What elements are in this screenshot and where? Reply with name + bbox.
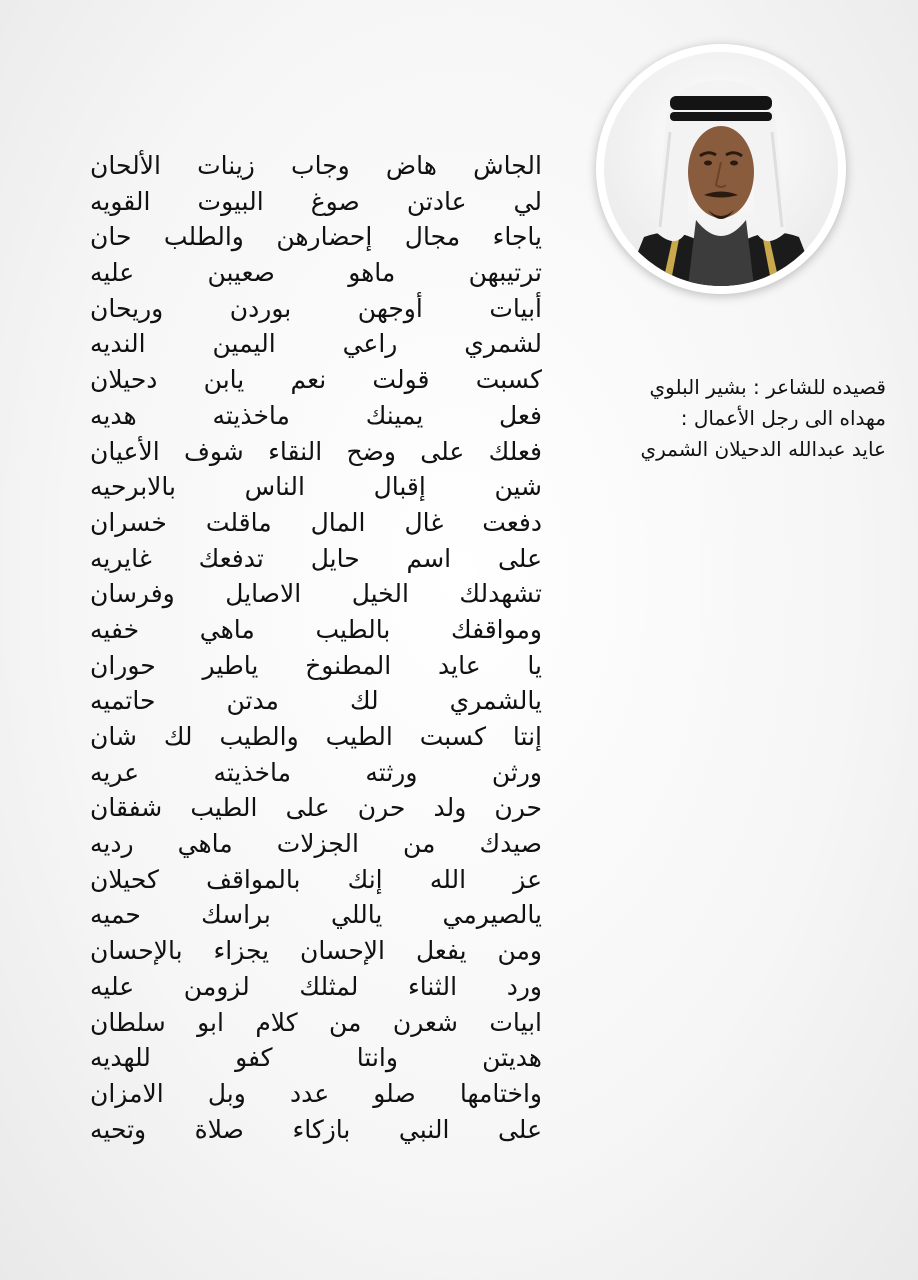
poem-line: تشهدلك الخيل الاصايل وفرسان — [90, 579, 542, 609]
poem-line: حرن ولد حرن على الطيب شفقان — [90, 793, 542, 823]
poem-line: يا عايد المطنوخ ياطير حوران — [90, 650, 542, 680]
poem-line: ياجاء مجال إحضارهن والطلب حان — [90, 222, 542, 252]
poem-line: ومن يفعل الإحسان يجزاء بالإحسان — [90, 936, 542, 966]
poem-line: على النبي بازكاء صلاة وتحيه — [90, 1114, 542, 1144]
dedication-poet-line: قصيده للشاعر : بشير البلوي — [649, 375, 886, 399]
poem-text — [90, 148, 542, 1147]
poem-line: ورثن ورثته ماخذيته عريه — [90, 757, 542, 787]
poem-line: فعل يمينك ماخذيته هديه — [90, 400, 542, 430]
poem-line: واختامها صلو عدد وبل الامزان — [90, 1078, 542, 1108]
poem-line: يالصيرمي ياللي براسك حميه — [90, 900, 542, 930]
poem-line: ورد الثناء لمثلك لزومن عليه — [90, 971, 542, 1001]
poem-line: فعلك على وضح النقاء شوف الأعيان — [90, 436, 542, 466]
dedication-recipient-name: عايد عبدالله الدحيلان الشمري — [640, 437, 886, 461]
portrait-photo — [604, 52, 838, 286]
poem-line: هديتن وانتا كفو للهديه — [90, 1043, 542, 1073]
poem-line: ترتيبهن ماهو صعيبن عليه — [90, 258, 542, 288]
poem-line: كسبت قولت نعم يابن دحيلان — [90, 365, 542, 395]
poem-line: شين إقبال الناس بالابرحيه — [90, 472, 542, 502]
poem-line: أبيات أوجهن بوردن وريحان — [90, 293, 542, 323]
poem-line: لي عادتن صوغ البيوت القويه — [90, 186, 542, 216]
poem-line: يالشمري لك مدتن حاتميه — [90, 686, 542, 716]
poet-portrait — [596, 44, 846, 294]
dedication-recipient-label: مهداه الى رجل الأعمال : — [680, 406, 886, 430]
poem-line: إنتا كسبت الطيب والطيب لك شان — [90, 722, 542, 751]
poem-line: ابيات شعرن من كلام ابو سلطان — [90, 1007, 542, 1037]
poem-line: عز الله إنك بالمواقف كحيلان — [90, 864, 542, 894]
poem-line: لشمري راعي اليمين النديه — [90, 329, 542, 359]
poem-line: على اسم حايل تدفعك غايريه — [90, 543, 542, 573]
poem-line: صيدك من الجزلات ماهي رديه — [90, 829, 542, 859]
dedication-block — [560, 372, 886, 465]
poem-line: الجاش هاض وجاب زينات الألحان — [90, 151, 542, 180]
poem-line: ومواقفك بالطيب ماهي خفيه — [90, 614, 542, 644]
poem-line: دفعت غال المال ماقلت خسران — [90, 507, 542, 537]
